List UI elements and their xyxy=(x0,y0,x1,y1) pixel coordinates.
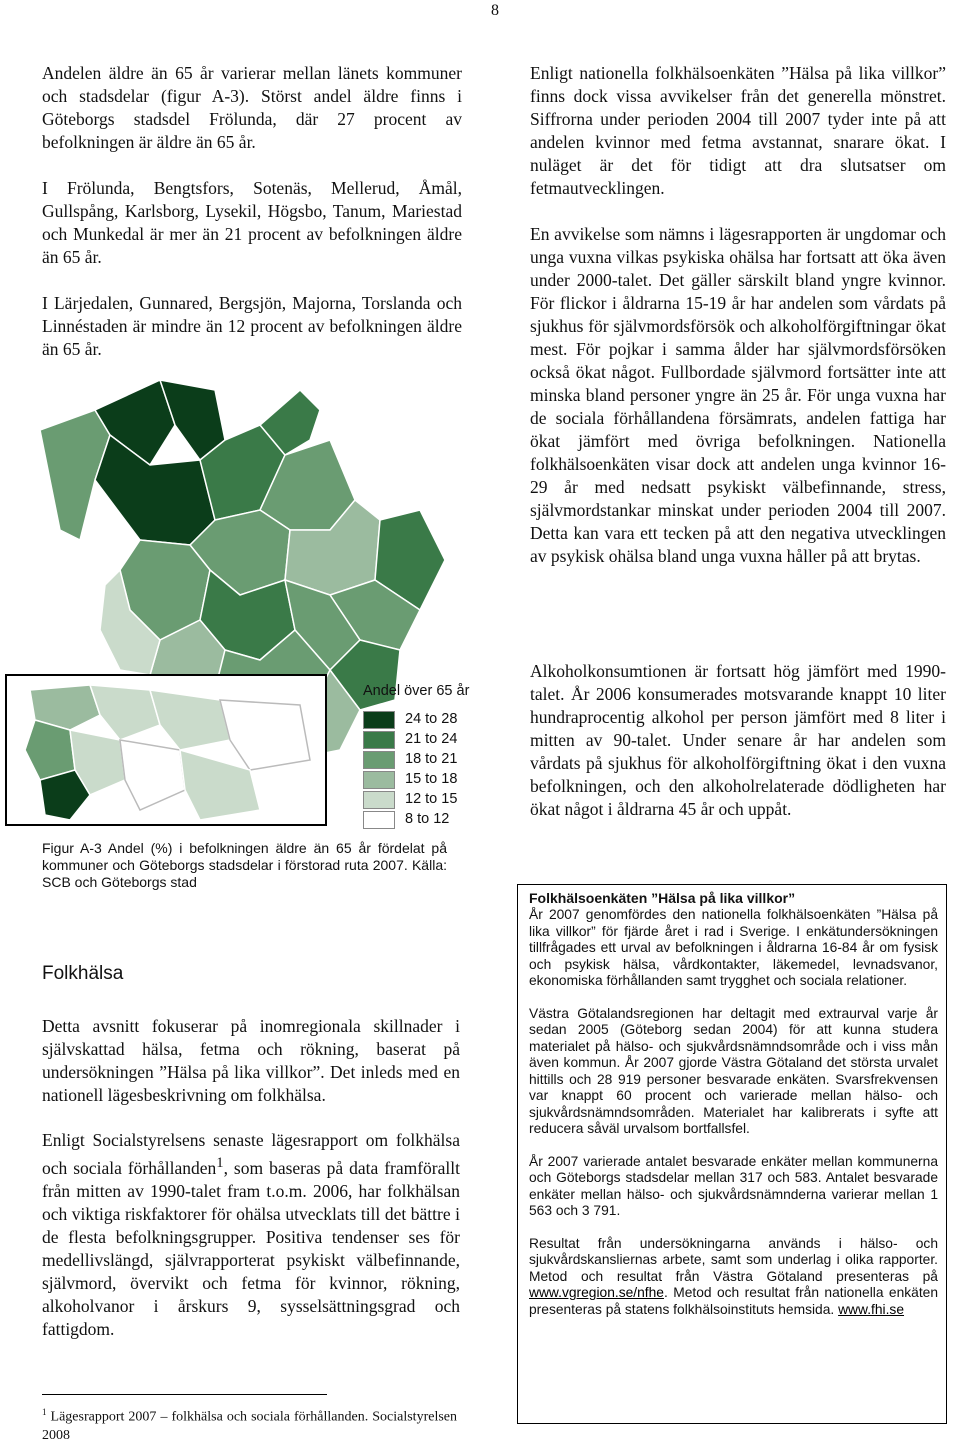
text-run: . Metod och resultat från nationella enkäten presenteras på statens folkhälsoinstituts hemsida. xyxy=(529,1285,938,1317)
fact-box-paragraph: Västra Götalandsregionen har deltagit med extraurval varje år sedan 2005 (Göteborg sedan 2004) för att kunna studera materialet på hälso- och sjukvårdsnämndsområde och i viss mån även kommun. År 2007 gjorde Västra Götaland det största urvalet hittills och 28 919 personer besvarade enkäten. Svarsfrekvensen var knappt 60 procent och varierade mellan hälso- och sjukvårdsnämndsområden. Materialet har kalibrerats i syfte att reducera såväl urvalsom bortfallsfel. xyxy=(529,1005,938,1136)
text-run: , som baseras på data framförallt från mitten av 1990-talet fram t.o.m. 2006, har folkhälsan och viktiga riskfaktorer för ohälsa utvecklats till det bättre i de flesta befolkningsgrupper. Positiva tendenser ses för medellivslängd, självrapporterat psykiskt välbefinnande, självmord, övervikt och fetma för kvinnor, rökning, alkoholvanor i årskurs 9, sysselsättningsgrad och fattigdom. xyxy=(42,1157,460,1339)
folkhalsa-text xyxy=(42,1015,460,1363)
legend-swatch xyxy=(363,731,395,749)
fact-box-title: Folkhälsoenkäten ”Hälsa på lika villkor” xyxy=(529,890,796,906)
page-number: 8 xyxy=(491,2,499,19)
fact-box-paragraph xyxy=(529,1236,938,1319)
footnote-ref[interactable]: 1 xyxy=(216,1155,224,1171)
legend-title: Andel över 65 år xyxy=(363,683,470,699)
text-run: Resultat från undersökningarna används i hälso- och sjukvårdskansliernas arbete, samt som underlag i olika rapporter. Metod och resultat från Västra Götaland presenteras på xyxy=(529,1235,938,1284)
fhi-link[interactable]: www.fhi.se xyxy=(838,1301,905,1317)
paragraph: I Lärjedalen, Gunnared, Bergsjön, Majorna, Torslanda och Linnéstaden är mindre än 12 procent av befolkningen äldre än 65 år. xyxy=(42,293,462,359)
right-column-text xyxy=(530,62,946,591)
fact-box-paragraph: År 2007 genomfördes den nationella folkhälsoenkäten ”Hälsa på lika villkor” för fjärde året i rad i Sverige. I enkätundersökningen tillfrågades ett urval av befolkningen i åldrarna 16-84 år om fysisk och psykisk hälsa, vårdkontakter, läkemedel, levnadsvanor, ekonomiska förhållanden samt trygghet och sociala relationer. xyxy=(529,907,938,988)
vgregion-link[interactable]: www.vgregion.se/nfhe xyxy=(529,1285,664,1300)
footnote-divider xyxy=(42,1394,327,1395)
footnote xyxy=(42,1403,457,1445)
legend-label: 15 to 18 xyxy=(405,771,458,787)
left-column-intro xyxy=(42,62,462,384)
paragraph: Detta avsnitt fokuserar på inomregionala skillnader i självskattad hälsa, fetma och rökning, baserat på undersökningen ”Hälsa på lika villkor”. Det inleds med en nationell lägesbeskrivning om folkhälsa. xyxy=(42,1016,460,1105)
footnote-text: Lägesrapport 2007 – folkhälsa och sociala förhållanden. Socialstyrelsen 2008 xyxy=(42,1409,457,1443)
paragraph: Enligt nationella folkhälsoenkäten ”Hälsa på lika villkor” finns dock vissa avvikelser från det generella mönstret. Siffrorna under perioden 2004 till 2007 tyder inte på att andelen kvinnor med fetma avstannat, snarare ökat. I nuläget är det för tidigt att dra slutsatser om fetmautvecklingen. xyxy=(530,63,946,198)
legend-label: 24 to 28 xyxy=(405,711,458,727)
fact-box-paragraph: År 2007 varierade antalet besvarade enkäter mellan kommunerna och Göteborgs stadsdelar mellan 317 och 583. Antalet besvarade enkäter mellan hälso- och sjukvårdsnämnderna varierar mellan 1 563 och 3 791. xyxy=(529,1153,938,1218)
legend-swatch xyxy=(363,711,395,729)
legend-label: 18 to 21 xyxy=(405,751,458,767)
legend-swatch xyxy=(363,791,395,809)
legend-swatch xyxy=(363,811,395,829)
legend-label: 21 to 24 xyxy=(405,731,458,747)
text-run: Enligt Socialstyrelsens senaste lägesrapport om folkhälsa och sociala förhållanden xyxy=(42,1130,460,1178)
footnote-mark: 1 xyxy=(42,1407,47,1417)
figure-caption: Figur A-3 Andel (%) i befolkningen äldre än 65 år fördelat på kommuner och Göteborgs stadsdelar i förstorad ruta 2007. Källa: SCB och Göteborgs stad xyxy=(42,840,447,890)
fact-box xyxy=(517,884,947,1424)
paragraph: Alkoholkonsumtionen är fortsatt hög jämfört med 1990-talet. År 2006 konsumerades motsvarande knappt 10 liter hundraprocentig alkohol per person jämfört med 8 liter i mitten av 90-talet. Under senare år har andelen som vårdats på sjukhus för alkoholförgiftning ökat i den vuxna befolkningen, och den alkoholrelaterade dödligheten har ökat något i åldrarna 45 år och uppåt. xyxy=(530,661,946,819)
paragraph: I Frölunda, Bengtsfors, Sotenäs, Mellerud, Åmål, Gullspång, Karlsborg, Lysekil, Högsbo, Tanum, Mariestad och Munkedal är mer än 21 procent av befolkningen äldre än 65 år. xyxy=(42,178,462,267)
legend-label: 8 to 12 xyxy=(405,811,450,827)
paragraph: Andelen äldre än 65 år varierar mellan länets kommuner och stadsdelar (figur A-3). Störst andel äldre finns i Göteborgs stadsdel Frölunda, där 27 procent av befolkningen är äldre än 65 år. xyxy=(42,63,462,152)
legend-swatch xyxy=(363,771,395,789)
alcohol-paragraph xyxy=(530,660,946,821)
legend-swatch xyxy=(363,751,395,769)
paragraph xyxy=(42,1129,460,1341)
legend-label: 12 to 15 xyxy=(405,791,458,807)
choropleth-map xyxy=(0,370,480,840)
map-svg xyxy=(0,370,480,840)
section-title: Folkhälsa xyxy=(42,963,124,984)
paragraph: En avvikelse som nämns i lägesrapporten är ungdomar och unga vuxna vilkas psykiska ohälsa har fortsatt att öka även under 2000-talet. Det gäller särskilt bland yngre kvinnor. För flickor i åldrarna 15-19 år har andelen som vårdats på sjukhus för självmordsförsök och alkoholförgiftningar ökat mest. För pojkar i samma ålder har självmordsförsöken också ökat något. Fullbordade självmord fortsätter inte att minska bland personer yngre än 25 år. För unga vuxna har de sociala förhållandena försämrats, andelen fattiga har ökat jämfört med övriga befolkningen. Nationella folkhälsoenkäten visar dock att andelen unga kvinnor 16-29 år med nedsatt psykiskt välbefinnande, stress, självmordstankar minskat under perioden 2004 till 2007. Detta kan vara ett tecken på att den negativa utvecklingen av psykisk ohälsa bland unga vuxna håller på att brytas. xyxy=(530,224,946,566)
